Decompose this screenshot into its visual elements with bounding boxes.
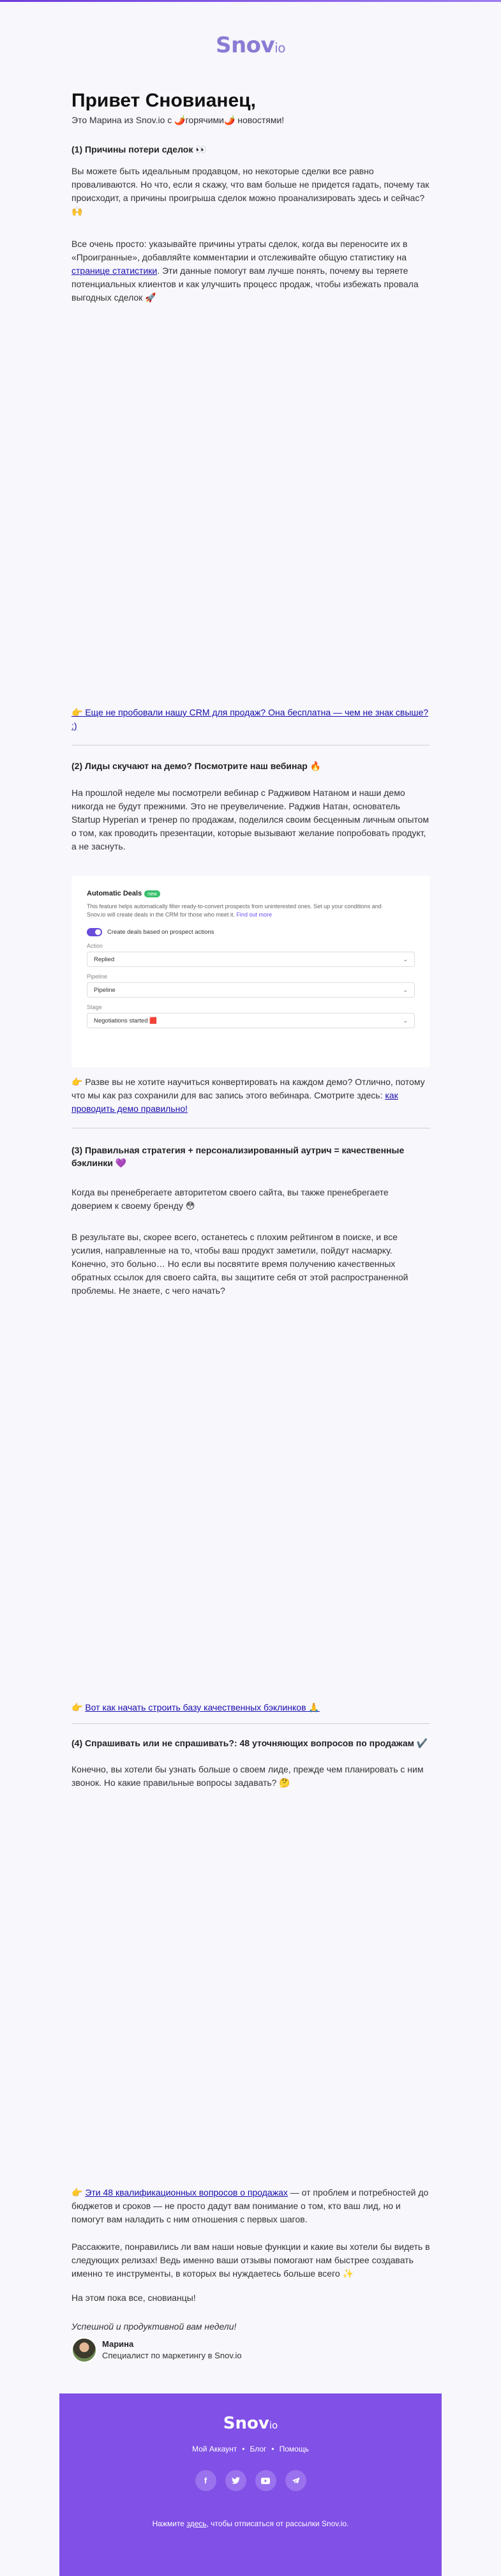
signature-name: Марина: [102, 2339, 134, 2349]
create-deals-toggle-row: [87, 928, 415, 936]
closing-farewell: На этом пока все, сновианцы!: [71, 2293, 196, 2303]
section4-heading: (4) Спрашивать или не спрашивать?: 48 уточняющих вопросов по продажам ✔️: [71, 1738, 428, 1748]
section4-paragraph-1: Конечно, вы хотели бы узнать больше о своем лиде, прежде чем планировать с ним звонок. Но какие правильные вопросы задавать? 🤔: [71, 1764, 424, 1788]
top-accent-bar: [0, 0, 501, 2]
create-deals-toggle-label: Create deals based on prospect actions: [107, 929, 214, 936]
youtube-icon[interactable]: [255, 2470, 276, 2491]
avatar: [71, 2337, 97, 2363]
stage-field-label: Stage: [87, 1004, 102, 1010]
footer-nav-separator: •: [242, 2445, 245, 2453]
section3-paragraph-1: Когда вы пренебрегаете авторитетом своего сайта, вы также пренебрегаете доверием к своему бренду 😳: [71, 1187, 389, 1211]
stage-select: Negotiations started 🟥 ⌄: [87, 1013, 415, 1028]
new-badge: new: [144, 890, 160, 897]
closing-wish: Успешной и продуктивной вам недели!: [71, 2321, 237, 2332]
footer-link-account[interactable]: Мой Аккаунт: [192, 2445, 237, 2453]
facebook-icon[interactable]: f: [195, 2470, 216, 2491]
action-field-label: Action: [87, 943, 103, 949]
section3-paragraph-2: В результате вы, скорее всего, останетесь с плохим рейтингом в поиске, и все усилия, направленные на то, чтобы ваш продукт заметили, пойдут насмарку. Конечно, это больно… Но если вы посвятите время получению качественных обратных ссылок для своего сайта, вы защитите себя от этой распространенной проблемы. Не знаете, с чего начать?: [71, 1232, 408, 1296]
pipeline-field-label: Pipeline: [87, 973, 108, 980]
automatic-deals-description: This feature helps automatically filter ready-to-convert prospects from uninterested ones. Set up your conditions and Snov.io will create deals in the CRM for those who meet it. Find out more: [87, 903, 382, 918]
footer-nav: [59, 2445, 442, 2453]
section2-heading: (2) Лиды скучают на демо? Посмотрите наш вебинар 🔥: [71, 761, 322, 771]
pipeline-select: Pipeline ⌄: [87, 982, 415, 998]
footer-link-blog[interactable]: Блог: [250, 2445, 267, 2453]
divider-3: [71, 1723, 430, 1724]
closing-paragraph: Рассакжите, понравились ли вам наши новые функции и какие вы хотели бы видеть в следующих релизах! Ведь именно ваши отзывы помогают нам быстрее создавать именно те инструменты, в которых вы нуждаетесь больше всего ✨: [71, 2242, 430, 2279]
footer-nav-separator: •: [271, 2445, 274, 2453]
automatic-deals-title: Automatic Deals: [87, 890, 142, 897]
stats-page-link[interactable]: странице статистики: [71, 266, 158, 276]
twitter-icon[interactable]: [225, 2470, 246, 2491]
section2-paragraph-1: На прошлой неделе мы посмотрели вебинар с Радживом Натаном и наши демо никогда не будут прежними. Это не преувеличение. Раджив Натан, основатель Startup Hyperian и тренер по продажам, поделился своим бесценным личным опытом о том, как проводить презентации, которые вызывают желание попробовать продукт, а не заснуть.: [71, 788, 430, 851]
section1-paragraph-1: Вы можете быть идеальным продавцом, но некоторые сделки все равно проваливаются. Но что, если я скажу, что вам больше не придется гадать, почему так происходит, а причины проигрыша сделок можно проанализировать здесь и сейчас? 🙌: [71, 166, 430, 216]
footer-link-help[interactable]: Помощь: [279, 2445, 309, 2453]
logo-main: Snov: [215, 33, 275, 58]
section1-cta: [71, 706, 430, 733]
crm-cta-link[interactable]: 👉 Еще не пробовали нашу CRM для продаж? Она бесплатна — чем не знак свыше? :): [71, 707, 429, 731]
greeting-title: Привет Сновианец,: [71, 90, 256, 111]
automatic-deals-title-row: [87, 890, 415, 897]
section2-paragraph-2: 👉 Разве вы не хотите научиться конвертировать на каждом демо? Отлично, потому что мы как раз сохранили для вас запись этого вебинара. Смотрите здесь: как проводить демо правильно!: [71, 1077, 425, 1114]
signature: [71, 2337, 430, 2363]
section1-paragraph-2: Все очень просто: указывайте причины утраты сделок, когда вы переносите их в «Проигранные», добавляйте комментарии и отслеживайте общую статистику на странице статистики. Эти данные помогут вам лучше понять, почему вы теряете потенциальных клиентов и как улучшить процесс продаж, чтобы избежать провала выгодных сделок 🚀: [71, 239, 419, 303]
greeting-intro: Это Марина из Snov.io с 🌶️горячими🌶️ новостями!: [71, 115, 285, 125]
section4-cta: 👉 Эти 48 квалификационных вопросов о продажах — от проблем и потребностей до бюджетов и сроков — не просто дадут вам понимание о том, кто ваш лид, но и помогут вам наладить с ним отношения с первых шагов.: [71, 2187, 429, 2224]
unsubscribe-link[interactable]: здесь: [186, 2519, 207, 2528]
email-footer: [59, 2393, 442, 2576]
section3-heading: (3) Правильная стратегия + персонализированный аутрич = качественные бэклинки 💜: [71, 1145, 405, 1168]
chevron-down-icon: ⌄: [403, 955, 408, 962]
chevron-down-icon: ⌄: [403, 1017, 408, 1024]
snovio-logo[interactable]: [0, 33, 501, 61]
backlinks-link[interactable]: Вот как начать строить базу качественных бэклинков 🙏: [85, 1702, 320, 1712]
signature-role: Специалист по маркетингу в Snov.io: [102, 2351, 242, 2360]
footer-logo[interactable]: Snovio: [223, 2414, 278, 2433]
footer-social-icons: [59, 2470, 442, 2491]
logo-suffix: io: [274, 40, 285, 56]
action-select: Replied ⌄: [87, 952, 415, 967]
find-out-more-link: Find out more: [236, 911, 272, 918]
signature-text: [102, 2337, 242, 2362]
automatic-deals-screenshot: [71, 876, 430, 1067]
qualifying-questions-link[interactable]: Эти 48 квалификационных вопросов о продажах: [85, 2187, 288, 2198]
create-deals-toggle: [87, 928, 102, 936]
telegram-icon[interactable]: [285, 2470, 306, 2491]
unsubscribe-text: Нажмите здесь, чтобы отписаться от рассылки Snov.io.: [152, 2519, 349, 2528]
section3-cta: 👉 Вот как начать строить базу качественных бэклинков 🙏: [71, 1702, 320, 1712]
section1-heading: (1) Причины потери сделок 👀: [71, 144, 207, 154]
demo-webinar-link[interactable]: как проводить демо правильно!: [71, 1090, 398, 1114]
chevron-down-icon: ⌄: [403, 986, 408, 993]
